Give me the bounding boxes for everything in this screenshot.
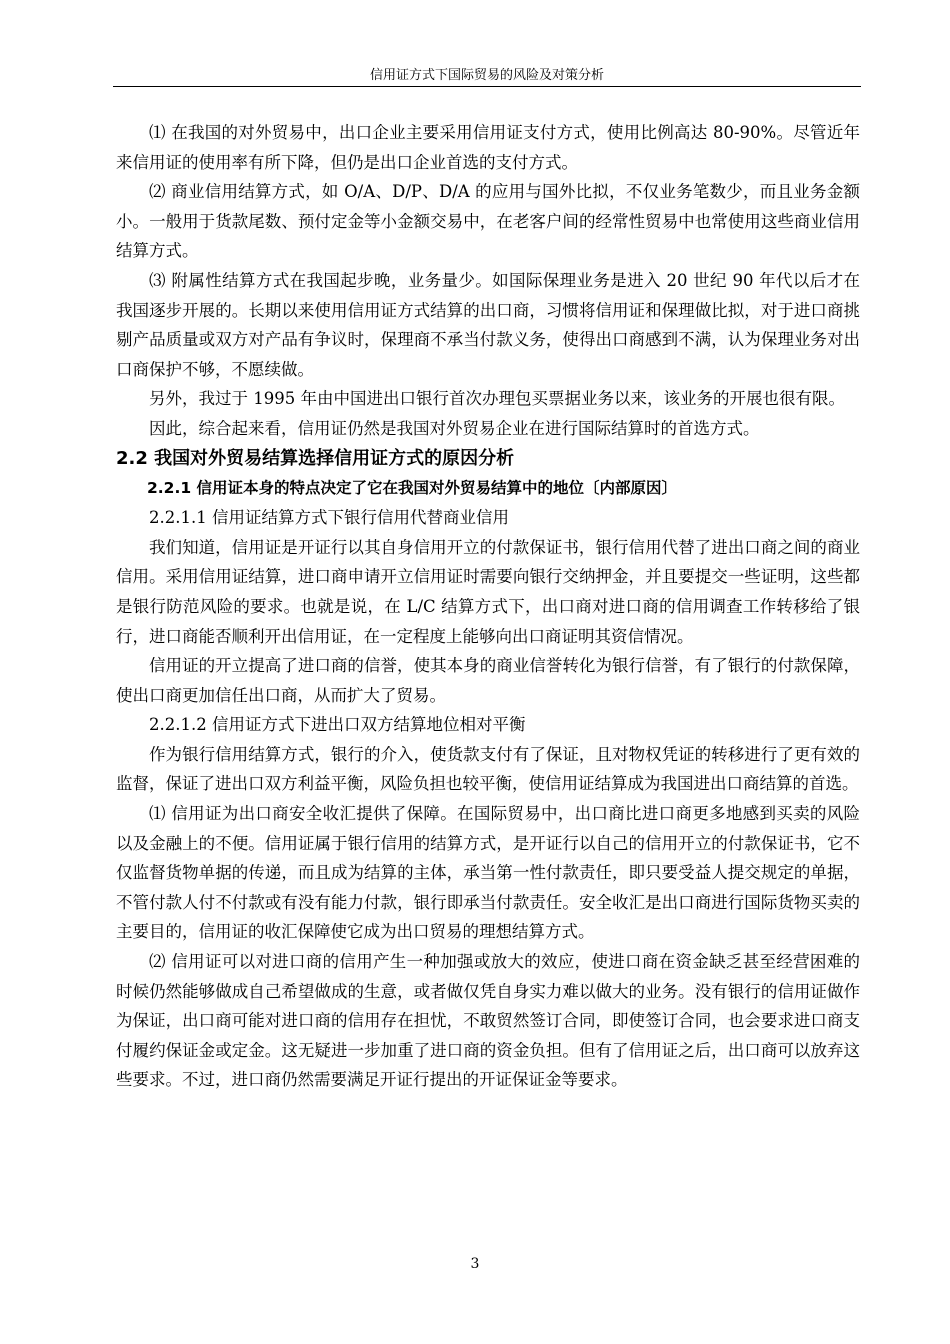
paragraph-ancillary-settlement: ⑶ 附属性结算方式在我国起步晚，业务量少。如国际保理业务是进入 20 世纪 90 年代以后才在我国逐步开展的。长期以来使用信用证方式结算的出口商，习惯将信用证和保理做比拟，对于进口商挑剔产品质量或双方对产品有争议时，保理商不承当付款义务，使得出口商感到不满，认为保理业务对出口商保护不够，不愿续做。	[116, 270, 860, 379]
section-heading-2-2-1-1: 2.2.1.1 信用证结算方式下银行信用代替商业信用	[149, 508, 509, 528]
running-header: 信用证方式下国际贸易的风险及对策分析	[369, 68, 604, 83]
section-heading-2-2-1-2: 2.2.1.2 信用证方式下进出口双方结算地位相对平衡	[149, 715, 526, 735]
paragraph-credit-amplification: ⑵ 信用证可以对进口商的信用产生一种加强或放大的效应，使进口商在资金缺乏甚至经营困难的时候仍然能够做成自己希望做成的生意，或者做仅凭自身实力难以做大的业务。没有银行的信用证做作为保证，出口商可能对进口商的信用存在担忧，不敢贸然签订合同，即使签订合同，也会要求进口商支付履约保证金或定金。这无疑进一步加重了进口商的资金负担。但有了信用证之后，出口商可以放弃这些要求。不过，进口商仍然需要满足开证行提出的开证保证金等要求。	[116, 952, 860, 1090]
page-body	[116, 118, 860, 1095]
paragraph-bank-credit: 我们知道，信用证是开证行以其自身信用开立的付款保证书，银行信用代替了进出口商之间的商业信用。采用信用证结算，进口商申请开立信用证时需要向银行交纳押金，并且要提交一些证明，这些都是银行防范风险的要求。也就是说，在 L/C 结算方式下，出口商对进口商的信用调查工作转移给了银行，进口商能否顺利开出信用证，在一定程度上能够向出口商证明其资信情况。	[116, 537, 860, 646]
paragraph-commercial-credit: ⑵ 商业信用结算方式，如 O/A、D/P、D/A 的应用与国外比拟，不仅业务笔数少，而且业务金额小。一般用于货款尾数、预付定金等小金额交易中，在老客户间的经常性贸易中也常使用这些商业信用结算方式。	[116, 182, 860, 261]
paragraph-balanced-position: 作为银行信用结算方式，银行的介入，使货款支付有了保证，且对物权凭证的转移进行了更有效的监督，保证了进出口双方利益平衡，风险负担也较平衡，使信用证结算成为我国进出口商结算的首选。	[116, 744, 860, 794]
header-divider	[113, 86, 861, 87]
section-heading-2-2-1: 2.2.1 信用证本身的特点决定了它在我国对外贸易结算中的地位〔内部原因〕	[147, 478, 678, 497]
paragraph-exporter-safety: ⑴ 信用证为出口商安全收汇提供了保障。在国际贸易中，出口商比进口商更多地感到买卖的风险以及金融上的不便。信用证属于银行信用的结算方式，是开证行以自己的信用开立的付款保证书，它不仅监督货物单据的传递，而且成为结算的主体，承当第一性付款责任，即只要受益人提交规定的单据，不管付款人付不付款或有没有能力付款，银行即承当付款责任。安全收汇是出口商进行国际货物买卖的主要目的，信用证的收汇保障使它成为出口贸易的理想结算方式。	[116, 804, 860, 942]
page-number: 3	[470, 1256, 480, 1272]
paragraph-forfaiting: 另外，我过于 1995 年由中国进出口银行首次办理包买票据业务以来，该业务的开展也很有限。	[149, 389, 845, 409]
paragraph-lc-usage: ⑴ 在我国的对外贸易中，出口企业主要采用信用证支付方式，使用比例高达 80-90%。尽管近年来信用证的使用率有所下降，但仍是出口企业首选的支付方式。	[116, 123, 861, 172]
paragraph-conclusion: 因此，综合起来看，信用证仍然是我国对外贸易企业在进行国际结算时的首选方式。	[149, 418, 760, 438]
section-heading-2-2: 2.2 我国对外贸易结算选择信用证方式的原因分析	[116, 447, 515, 469]
paragraph-importer-reputation: 信用证的开立提高了进口商的信誉，使其本身的商业信誉转化为银行信誉，有了银行的付款保障，使出口商更加信任出口商，从而扩大了贸易。	[116, 656, 860, 705]
